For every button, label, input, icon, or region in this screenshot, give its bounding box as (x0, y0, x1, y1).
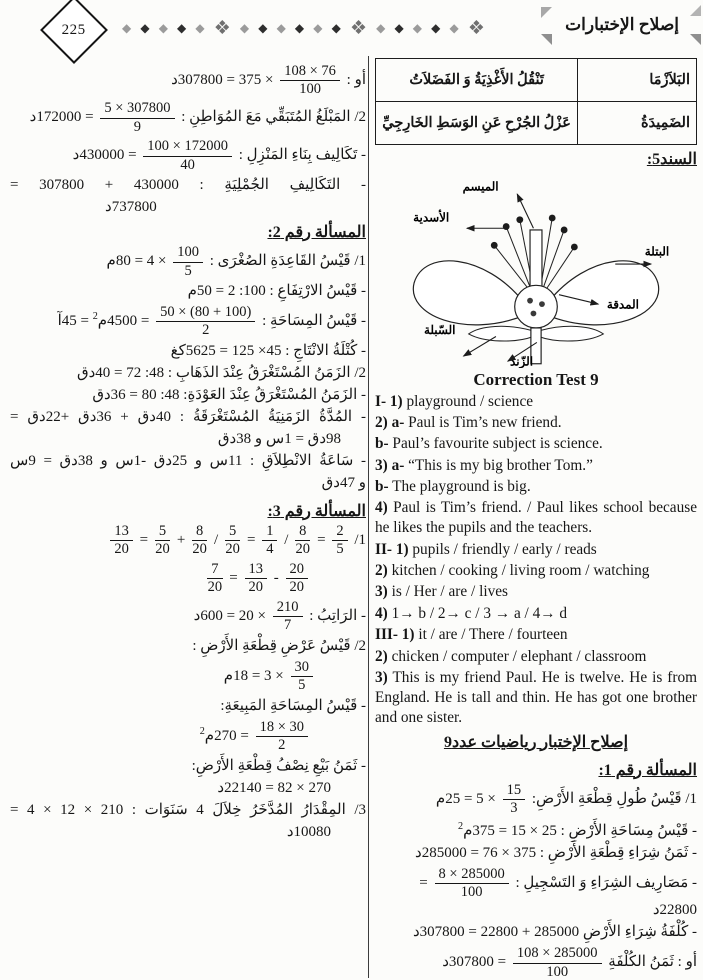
english-line: b- The playground is big. (375, 478, 531, 495)
flower-label-stigma: الميسم (462, 179, 499, 194)
corner-mark-icon (690, 5, 701, 16)
math-line: 1/ $\frac{2}{5}$ = $\frac{8}{20}$ / $\frac{1}{4}$ = $\frac{5}{20}$ / $\frac{8}{20}$ + $\frac{5}{20}$ = $\frac{13}{20}$ (10, 523, 366, 558)
fraction: $\frac{108 \times 76}{100}$ (280, 64, 340, 97)
diamond-ornament-icon: ◆ (431, 21, 441, 35)
fraction: $\frac{50 \times (80 + 100)}{2}$ (156, 305, 255, 338)
diamond-ornament-icon: ◆ (239, 21, 250, 35)
page-number: 225 (62, 21, 86, 38)
english-line: 3) a- “This is my big brother Tom.” (375, 456, 593, 474)
diamond-ornament-icon: ❖ (349, 17, 367, 39)
math-line: - المُدَّةُ الزَمَنِيَةُ المُسْتَغْرَقَةُ : 40دق + 36دق +22دق = (10, 409, 366, 426)
diamond-ornament-icon: ❖ (467, 17, 485, 39)
fraction: $\frac{18 \times 30}{2}$ (256, 720, 308, 753)
fraction: $\frac{13}{20}$ (245, 562, 268, 595)
flower-figure-svg (375, 172, 697, 368)
math-line: - قَيْسُ المِسَاحَةِ المَبِيعَةِ: (220, 697, 366, 714)
flower-label-stamens: الأسدية (413, 210, 450, 225)
math-line: أو : ثَمَنُ الكُلْفَةِ $\frac{108 \times 285000}{100}$ = 307800د (442, 945, 697, 980)
math-section-heading: إصلاح الإختبار رياضيات عدد9 (443, 733, 629, 751)
math-line: أو : $\frac{108 \times 76}{100}$ × 375 = 307800د (171, 62, 366, 97)
problem3-heading: المسألة رقم 3: (267, 502, 366, 520)
flower-label-sepal: السّبلة (423, 322, 456, 337)
math-line: - كُتْلَةُ الانْتَاجِ : 45× 125 = 5625كغ (170, 343, 366, 360)
math-line: - الرَاتِبُ : $\frac{210}{7}$ × 20 = 600د (193, 599, 366, 634)
math-line: 737800د (105, 199, 157, 216)
petal-right-shape (547, 261, 659, 325)
math-line: 1/ قَيْسُ القَاعِدَةِ الصُغْرَى : $\frac{100}{5}$ × 4 = 80م (106, 244, 366, 279)
english-line: b- Paul’s favourite subject is science. (375, 435, 603, 453)
diamond-ornament-icon: ◆ (294, 21, 305, 35)
problem1-heading: المسألة رقم 1: (598, 761, 697, 779)
math-line: 10080د (286, 823, 331, 840)
sepal-left-shape (469, 326, 534, 341)
math-line: و 47دق (321, 475, 366, 492)
ovule-dot (527, 298, 533, 304)
fraction: $\frac{5 \times 307800}{9}$ (100, 101, 174, 134)
page-number-badge (40, 0, 108, 64)
term-cell: الضَمِيدَةُ (578, 102, 697, 145)
ovule-dot (531, 311, 537, 317)
flower-label-stem: الزّند (509, 354, 534, 368)
right-column (368, 56, 699, 978)
math-line: - قَيْسُ المِسَاحَةِ : $\frac{50 \times (80 + 100)}{2}$ = 4500م$^2$ = 45آ (57, 304, 366, 339)
math-line: - قَيْسُ الارْتِفَاعِ : 100: 2 = 50م (187, 283, 366, 300)
english-line: III- 1) it / are / There / fourteen (375, 626, 568, 644)
left-column (4, 56, 368, 978)
english-line: 4) Paul is Tim’s friend. / Paul likes school because he likes the pupils and the teachers. (375, 499, 697, 537)
english-line: 2) kitchen / cooking / living room / watching (375, 562, 650, 579)
pistil-style-shape (530, 230, 542, 293)
diamond-ornament-icon: ◆ (412, 21, 423, 35)
math-line: - قَيْسُ مِسَاحَةِ الأَرْضِ : 25 × 15 = 375م$^2$ (458, 820, 697, 839)
definition-cell: تَنْقُلُ الأَغْذِيَةُ وَ الفَضَلاَتُ (376, 59, 578, 102)
fraction: $\frac{108 \times 285000}{100}$ (513, 946, 602, 979)
diamond-ornament-icon: ❖ (213, 17, 231, 39)
corner-mark-icon (541, 34, 552, 45)
fraction: $\frac{100}{5}$ (173, 245, 203, 278)
fraction: $\frac{8 \times 285000}{100}$ (435, 867, 509, 900)
math-line: - سَاعَةُ الانْطِلاَقِ : 11س و 25دق -1س و 38دق = 9س (10, 453, 366, 470)
math-line: $\frac{30}{5}$ × 3 = 18م (10, 659, 366, 694)
definition-cell: عَزْلُ الجُرْحِ عَنِ الوَسَطِ الخَارِجِيِّ (376, 102, 578, 145)
diamond-ornament-row (122, 0, 485, 56)
ovule-dot (539, 301, 545, 307)
corner-mark-icon (690, 34, 701, 45)
english-line: 2) a- Paul is Tim’s new friend. (375, 413, 562, 431)
term-cell: البَلاَزْمَا (578, 59, 697, 102)
fraction: $\frac{15}{3}$ (503, 783, 526, 816)
diamond-ornament-icon: ◆ (258, 21, 268, 35)
fraction: $\frac{5}{20}$ (225, 523, 240, 558)
math-line: 270 × 82 = 22140د (217, 779, 331, 796)
math-line: - التَكَالِيفِ الجُمْلِيَةِ : 430000 + 307800 = (10, 177, 366, 194)
english-correction-block (375, 392, 697, 728)
fraction: $\frac{1}{4}$ (262, 524, 277, 557)
table-row (376, 102, 697, 145)
math-line: 98دق = 1س و 38دق (217, 431, 341, 448)
diamond-ornament-icon: ◆ (195, 21, 205, 35)
ovary-shape (515, 285, 558, 328)
table-row (376, 59, 697, 102)
problem1-continuation (10, 63, 366, 218)
math-line: - الزَمَنُ المُسْتَغْرَقُ عِنْدَ العَوْدَةِ: 48: 80 = 36دق (92, 387, 366, 404)
math-line: 2/ الزَمَنُ المُسْتَغْرَقُ عِنْدَ الذَهَابِ : 48: 72 = 40دق (76, 365, 366, 382)
english-line: II- 1) pupils / friendly / early / reads (375, 540, 597, 558)
math-line: $\frac{20}{20}$ - $\frac{13}{20}$ = $\frac{7}{20}$ (10, 561, 366, 596)
english-line: 2) chicken / computer / elephant / classroom (375, 647, 647, 665)
definitions-table (375, 58, 697, 145)
diamond-ornament-icon: ◆ (122, 21, 132, 35)
math-line: 2/ قَيْسُ عَرْضِ قِطْعَةِ الأَرْضِ : (192, 638, 366, 654)
petal-left-shape (413, 261, 525, 325)
page-header (0, 0, 703, 56)
diamond-ornament-icon: ◆ (276, 21, 286, 35)
problem3-solution (10, 523, 366, 842)
sepal-right-shape (539, 326, 604, 341)
math-line: - ثَمَنُ شِرَاءِ قِطْعَةِ الأَرْضِ : 375 × 76 = 285000د (415, 844, 697, 861)
fraction: $\frac{30}{5}$ (291, 660, 314, 693)
math-line: 1/ قَيْسُ طُولِ قِطْعَةِ الأَرْضِ: $\frac{15}{3}$ × 5 = 25م (435, 782, 697, 817)
math-line: - تَكَالِيف بِنَاءِ المَنْزِلِ : $\frac{100 \times 172000}{40}$ = 430000د (72, 138, 366, 173)
math-line: 2/ المَبْلَغُ المُتَبَقِّي مَعَ المُوَاطِنِ : $\frac{5 \times 307800}{9}$ = 172000د (29, 100, 366, 135)
diamond-ornament-icon: ◆ (376, 21, 386, 35)
diamond-ornament-icon: ◆ (158, 21, 168, 35)
math-line: - مَصَارِيف الشِرَاءِ وَ التَسْجِيلِ : $\frac{8 \times 285000}{100}$ = 22800د (419, 865, 697, 919)
english-test-title: Correction Test 9 (473, 370, 599, 389)
sanad-heading: السند5: (646, 151, 697, 168)
diamond-ornament-icon: ◆ (177, 21, 187, 35)
english-line: 4) 1→ b / 2→ c / 3 → a / 4→ d (375, 604, 568, 622)
diamond-ornament-icon: ◆ (331, 21, 341, 35)
english-line: I- 1) playground / science (375, 392, 534, 410)
fraction: $\frac{5}{20}$ (155, 523, 170, 558)
diamond-ornament-icon: ◆ (313, 21, 323, 35)
fraction: $\frac{8}{20}$ (192, 523, 207, 558)
diamond-ornament-icon: ◆ (394, 21, 404, 35)
fraction: $\frac{8}{20}$ (295, 523, 310, 558)
corner-mark-icon (541, 7, 552, 18)
english-line: 3) This is my friend Paul. He is twelve. He is from England. He is tall and thin. He has got one brother and one sister. (375, 668, 697, 726)
problem2-solution (10, 244, 366, 493)
two-column-body (0, 56, 703, 978)
fraction: $\frac{7}{20}$ (207, 561, 223, 596)
english-line: 3) is / Her / are / lives (375, 583, 508, 601)
problem1-solution (375, 782, 697, 980)
math-line: - ثَمَنُ بَيْعِ نِصْفُ قِطْعَةِ الأَرْضِ: (191, 757, 366, 774)
diamond-ornament-icon: ◆ (140, 21, 150, 35)
fraction: $\frac{13}{20}$ (110, 524, 133, 557)
diamond-ornament-icon: ◆ (449, 21, 459, 35)
chapter-title (555, 10, 689, 40)
flower-diagram (375, 172, 697, 368)
fraction: $\frac{210}{7}$ (273, 600, 303, 633)
math-line: $\frac{18 \times 30}{2}$ = 270م$^2$ (10, 719, 366, 754)
chapter-title-text: إصلاح الإختبارات (565, 15, 679, 34)
flower-label-pistil: المدقة (606, 297, 640, 312)
math-line: 3/ المِقْدَارُ المُدَّخَرُ خِلاَلَ 4 سَنَوَات : 210 × 12 × 4 = (10, 801, 366, 818)
fraction: $\frac{20}{20}$ (286, 562, 309, 595)
fraction: $\frac{2}{5}$ (332, 524, 347, 557)
fraction: $\frac{100 \times 172000}{40}$ (143, 139, 232, 172)
problem2-heading: المسألة رقم 2: (267, 223, 366, 241)
flower-label-petal: البتلة (644, 244, 670, 259)
math-line: - كُلْفَةُ شِرَاءِ الأَرْضِ 285000 + 22800 = 307800د (412, 924, 697, 941)
